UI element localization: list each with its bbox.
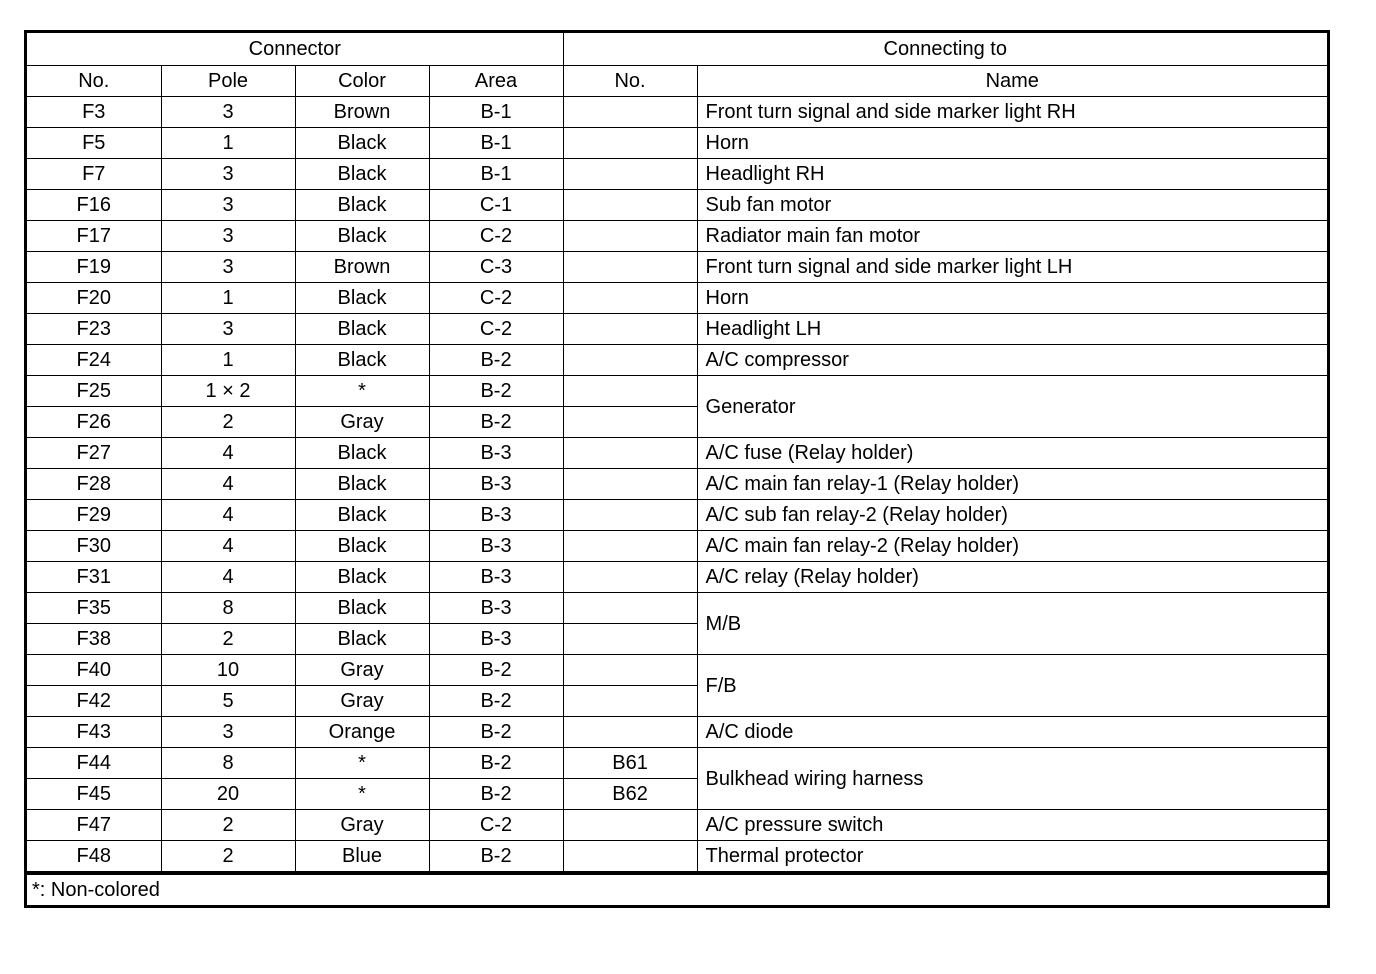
cell-connector-no: F31 (27, 562, 161, 593)
cell-connecting-no (563, 345, 697, 376)
cell-pole: 4 (161, 469, 295, 500)
cell-color: Orange (295, 717, 429, 748)
table-row (27, 345, 1327, 376)
cell-area: C-2 (429, 314, 563, 345)
table-row (27, 841, 1327, 872)
cell-pole: 3 (161, 717, 295, 748)
connecting-to-group-header: Connecting to (563, 33, 1327, 66)
cell-connecting-no (563, 314, 697, 345)
cell-pole: 1 (161, 345, 295, 376)
cell-pole: 3 (161, 221, 295, 252)
cell-color: Black (295, 190, 429, 221)
cell-connecting-no (563, 562, 697, 593)
cell-area: B-3 (429, 531, 563, 562)
table-row (27, 159, 1327, 190)
connector-group-header: Connector (27, 33, 563, 66)
cell-connecting-no (563, 841, 697, 872)
cell-connector-no: F48 (27, 841, 161, 872)
table-row (27, 500, 1327, 531)
cell-area: B-2 (429, 748, 563, 779)
cell-color: Gray (295, 810, 429, 841)
cell-area: C-2 (429, 810, 563, 841)
cell-pole: 1 × 2 (161, 376, 295, 407)
cell-connector-no: F3 (27, 97, 161, 128)
cell-connecting-name: Headlight RH (697, 159, 1327, 190)
cell-area: B-2 (429, 841, 563, 872)
table-row (27, 593, 1327, 624)
cell-connector-no: F40 (27, 655, 161, 686)
cell-pole: 3 (161, 190, 295, 221)
cell-color: Black (295, 562, 429, 593)
cell-connecting-name: A/C main fan relay-2 (Relay holder) (697, 531, 1327, 562)
cell-connecting-no (563, 469, 697, 500)
cell-color: Black (295, 531, 429, 562)
cell-connecting-no (563, 717, 697, 748)
cell-color: Black (295, 128, 429, 159)
cell-connector-no: F17 (27, 221, 161, 252)
cell-area: B-1 (429, 128, 563, 159)
cell-connector-no: F25 (27, 376, 161, 407)
cell-pole: 3 (161, 97, 295, 128)
cell-connecting-name: F/B (697, 655, 1327, 717)
cell-connecting-name: A/C pressure switch (697, 810, 1327, 841)
cell-color: Blue (295, 841, 429, 872)
cell-area: B-1 (429, 159, 563, 190)
cell-connecting-name: A/C sub fan relay-2 (Relay holder) (697, 500, 1327, 531)
cell-connector-no: F47 (27, 810, 161, 841)
table-row (27, 97, 1327, 128)
cell-connecting-no: B61 (563, 748, 697, 779)
cell-connector-no: F27 (27, 438, 161, 469)
cell-area: B-3 (429, 469, 563, 500)
cell-area: C-1 (429, 190, 563, 221)
cell-connector-no: F26 (27, 407, 161, 438)
cell-color: * (295, 779, 429, 810)
cell-color: Black (295, 283, 429, 314)
cell-pole: 8 (161, 593, 295, 624)
cell-color: Black (295, 345, 429, 376)
cell-color: Black (295, 159, 429, 190)
cell-pole: 2 (161, 810, 295, 841)
table-row (27, 190, 1327, 221)
cell-connector-no: F20 (27, 283, 161, 314)
cell-color: Black (295, 469, 429, 500)
cell-connecting-no (563, 283, 697, 314)
cell-connecting-name: A/C compressor (697, 345, 1327, 376)
cell-area: B-2 (429, 655, 563, 686)
cell-connecting-name: Bulkhead wiring harness (697, 748, 1327, 810)
col-header-no: No. (27, 66, 161, 97)
cell-connecting-name: Front turn signal and side marker light RH (697, 97, 1327, 128)
connector-table-sheet (24, 30, 1330, 908)
cell-area: B-1 (429, 97, 563, 128)
cell-connecting-name: Sub fan motor (697, 190, 1327, 221)
cell-area: B-2 (429, 717, 563, 748)
cell-area: B-3 (429, 500, 563, 531)
cell-pole: 4 (161, 531, 295, 562)
cell-pole: 4 (161, 438, 295, 469)
cell-connecting-no (563, 128, 697, 159)
cell-connecting-no (563, 810, 697, 841)
connector-table (27, 33, 1327, 872)
cell-pole: 3 (161, 159, 295, 190)
cell-pole: 1 (161, 283, 295, 314)
footnote: *: Non-colored (27, 872, 1327, 905)
cell-connecting-no (563, 655, 697, 686)
cell-connecting-no (563, 159, 697, 190)
cell-area: B-3 (429, 624, 563, 655)
cell-connecting-name: Horn (697, 283, 1327, 314)
cell-connector-no: F35 (27, 593, 161, 624)
table-row (27, 376, 1327, 407)
col-header-area: Area (429, 66, 563, 97)
cell-area: B-2 (429, 686, 563, 717)
cell-connecting-name: A/C diode (697, 717, 1327, 748)
cell-area: C-2 (429, 283, 563, 314)
cell-connector-no: F23 (27, 314, 161, 345)
cell-connecting-no (563, 407, 697, 438)
cell-area: B-3 (429, 593, 563, 624)
cell-color: * (295, 376, 429, 407)
cell-color: Gray (295, 407, 429, 438)
cell-area: B-2 (429, 376, 563, 407)
cell-connecting-no: B62 (563, 779, 697, 810)
cell-color: Black (295, 593, 429, 624)
table-row (27, 531, 1327, 562)
cell-connecting-no (563, 686, 697, 717)
cell-connector-no: F19 (27, 252, 161, 283)
cell-pole: 2 (161, 624, 295, 655)
cell-pole: 3 (161, 252, 295, 283)
cell-connecting-no (563, 221, 697, 252)
cell-connector-no: F42 (27, 686, 161, 717)
cell-color: * (295, 748, 429, 779)
cell-area: C-2 (429, 221, 563, 252)
table-row (27, 655, 1327, 686)
cell-area: B-2 (429, 407, 563, 438)
table-row (27, 283, 1327, 314)
cell-pole: 3 (161, 314, 295, 345)
cell-connecting-no (563, 190, 697, 221)
table-row (27, 128, 1327, 159)
cell-connecting-name: M/B (697, 593, 1327, 655)
cell-connecting-no (563, 376, 697, 407)
cell-connecting-name: Generator (697, 376, 1327, 438)
cell-connector-no: F24 (27, 345, 161, 376)
table-row (27, 562, 1327, 593)
cell-connector-no: F30 (27, 531, 161, 562)
cell-connector-no: F28 (27, 469, 161, 500)
cell-color: Black (295, 500, 429, 531)
cell-connector-no: F7 (27, 159, 161, 190)
cell-connecting-no (563, 252, 697, 283)
cell-connecting-no (563, 624, 697, 655)
cell-connector-no: F44 (27, 748, 161, 779)
cell-pole: 2 (161, 841, 295, 872)
cell-pole: 5 (161, 686, 295, 717)
cell-connecting-no (563, 438, 697, 469)
cell-color: Black (295, 314, 429, 345)
table-row (27, 438, 1327, 469)
table-row (27, 252, 1327, 283)
cell-color: Brown (295, 252, 429, 283)
cell-connector-no: F5 (27, 128, 161, 159)
table-row (27, 314, 1327, 345)
cell-pole: 8 (161, 748, 295, 779)
cell-color: Black (295, 624, 429, 655)
cell-connecting-no (563, 531, 697, 562)
cell-pole: 4 (161, 500, 295, 531)
cell-pole: 10 (161, 655, 295, 686)
cell-pole: 2 (161, 407, 295, 438)
cell-connecting-no (563, 500, 697, 531)
cell-color: Black (295, 438, 429, 469)
cell-area: B-2 (429, 779, 563, 810)
cell-connector-no: F43 (27, 717, 161, 748)
cell-area: B-3 (429, 438, 563, 469)
cell-connector-no: F38 (27, 624, 161, 655)
cell-pole: 1 (161, 128, 295, 159)
cell-connecting-name: A/C relay (Relay holder) (697, 562, 1327, 593)
col-header-name: Name (697, 66, 1327, 97)
cell-area: B-3 (429, 562, 563, 593)
cell-pole: 20 (161, 779, 295, 810)
cell-connecting-name: Thermal protector (697, 841, 1327, 872)
cell-connector-no: F16 (27, 190, 161, 221)
cell-area: C-3 (429, 252, 563, 283)
cell-connecting-name: Front turn signal and side marker light LH (697, 252, 1327, 283)
cell-connecting-name: A/C main fan relay-1 (Relay holder) (697, 469, 1327, 500)
table-row (27, 221, 1327, 252)
table-row (27, 810, 1327, 841)
table-body (27, 97, 1327, 872)
cell-connecting-no (563, 593, 697, 624)
cell-connecting-name: Horn (697, 128, 1327, 159)
cell-connecting-name: A/C fuse (Relay holder) (697, 438, 1327, 469)
cell-color: Gray (295, 655, 429, 686)
cell-area: B-2 (429, 345, 563, 376)
cell-pole: 4 (161, 562, 295, 593)
table-row (27, 717, 1327, 748)
cell-connecting-no (563, 97, 697, 128)
col-header-pole: Pole (161, 66, 295, 97)
table-row (27, 748, 1327, 779)
cell-color: Black (295, 221, 429, 252)
cell-color: Brown (295, 97, 429, 128)
cell-color: Gray (295, 686, 429, 717)
col-header-connecting-no: No. (563, 66, 697, 97)
col-header-color: Color (295, 66, 429, 97)
cell-connecting-name: Radiator main fan motor (697, 221, 1327, 252)
table-row (27, 469, 1327, 500)
cell-connector-no: F45 (27, 779, 161, 810)
cell-connecting-name: Headlight LH (697, 314, 1327, 345)
cell-connector-no: F29 (27, 500, 161, 531)
